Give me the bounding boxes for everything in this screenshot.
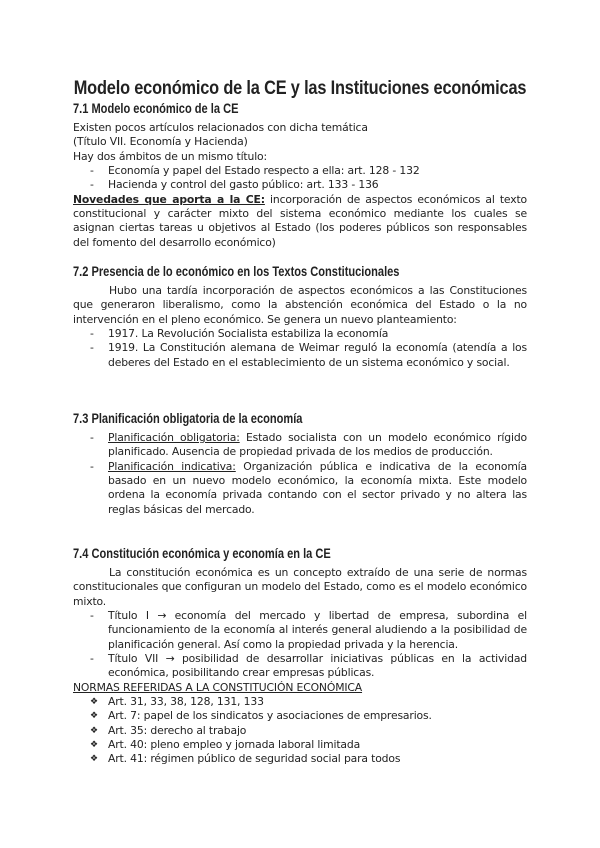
list-item	[73, 738, 527, 752]
section-7-4	[73, 546, 527, 767]
diamond-bullet-icon: ❖	[90, 740, 98, 751]
list-item	[73, 695, 527, 709]
list-item: - Título I → economía del mercado y libertad de empresa, subordina el funcionamiento de la economía al interés general aludiendo a la posibilidad de planificación general. Así como la propiedad privada y la herencia.	[73, 609, 527, 652]
diamond-bullet-icon: ❖	[90, 711, 98, 722]
section-heading: 7.1 Modelo económico de la CE	[73, 101, 239, 116]
list-item	[73, 431, 527, 460]
titles-list	[73, 609, 527, 681]
section-7-3	[73, 411, 527, 517]
novedades-label: Novedades que aporta a la CE:	[73, 192, 265, 206]
item-text: Organización pública e indicativa de la economía basado en un nuevo modelo económico, la economía mixta. Este modelo ordena la economía privada contando con el sector privado y no altera las reglas básicas del mercado.	[108, 459, 528, 516]
scope-list	[73, 164, 527, 193]
section-7-2	[73, 264, 527, 370]
section-7-1	[73, 101, 527, 250]
diamond-bullet-icon: ❖	[90, 697, 98, 708]
planning-list	[73, 431, 527, 517]
list-item	[73, 460, 527, 517]
list-item	[73, 709, 527, 723]
section-heading: 7.4 Constitución económica y economía en la CE	[73, 546, 331, 561]
item-text: Estado socialista con un modelo económico rígido planificado. Ausencia de propiedad privada de los medios de producción.	[108, 431, 527, 459]
paragraph: Hubo una tardía incorporación de aspectos económicos a las Constituciones que generaron liberalismo, como la abstención económica del Estado o la no intervención en el pleno económico. Se genera un nuevo planteamiento:	[73, 284, 527, 326]
article-text: Art. 41: régimen público de seguridad social para todos	[108, 752, 401, 766]
item-label: Planificación indicativa:	[108, 459, 236, 473]
list-item: - 1919. La Constitución alemana de Weimar reguló la economía (atendía a los deberes del Estado en el establecimiento de un sistema económico y social.	[73, 341, 527, 370]
diamond-bullet-icon: ❖	[90, 754, 98, 765]
list-item: - Título VII → posibilidad de desarrollar iniciativas públicas en la actividad económica, posibilitando crear empresas públicas.	[73, 652, 527, 681]
list-item: - 1917. La Revolución Socialista estabiliza la economía	[73, 327, 527, 341]
page-title: Modelo económico de la CE y las Instituciones económicas	[73, 78, 527, 99]
article-text: Art. 40: pleno empleo y jornada laboral limitada	[108, 738, 361, 752]
history-list	[73, 327, 527, 370]
section-heading: 7.3 Planificación obligatoria de la economía	[73, 411, 303, 426]
list-item	[73, 752, 527, 766]
intro-line: (Título VII. Economía y Hacienda)	[73, 135, 248, 149]
novedades-text: incorporación de aspectos económicos al texto constitucional y carácter mixto del sistema económico mediante los cuales se asignan ciertas tareas u objetivos al Estado (los poderes públicos son responsables del fomento del desarrollo económico)	[73, 192, 527, 249]
item-label: Planificación obligatoria:	[108, 431, 240, 444]
article-text: Art. 7: papel de los sindicatos y asociaciones de empresarios.	[108, 709, 432, 723]
paragraph: La constitución económica es un concepto extraído de una serie de normas constitucionales que configuran un modelo del Estado, como es el modelo económico mixto.	[73, 566, 527, 608]
articles-list	[73, 695, 527, 767]
list-item	[73, 724, 527, 738]
normas-heading: NORMAS REFERIDAS A LA CONSTITUCIÓN ECONÓMICA	[73, 680, 363, 694]
novedades-paragraph	[73, 193, 527, 250]
intro-line: Hay dos ámbitos de un mismo título:	[73, 149, 268, 163]
list-item: - Economía y papel del Estado respecto a ella: art. 128 - 132	[73, 164, 527, 178]
diamond-bullet-icon: ❖	[90, 725, 98, 736]
list-item: - Hacienda y control del gasto público: art. 133 - 136	[73, 178, 527, 192]
article-text: Art. 35: derecho al trabajo	[108, 723, 247, 737]
article-text: Art. 31, 33, 38, 128, 131, 133	[108, 695, 264, 709]
intro-line: Existen pocos artículos relacionados con dicha temática	[73, 121, 368, 134]
section-heading: 7.2 Presencia de lo económico en los Textos Constitucionales	[73, 264, 400, 279]
